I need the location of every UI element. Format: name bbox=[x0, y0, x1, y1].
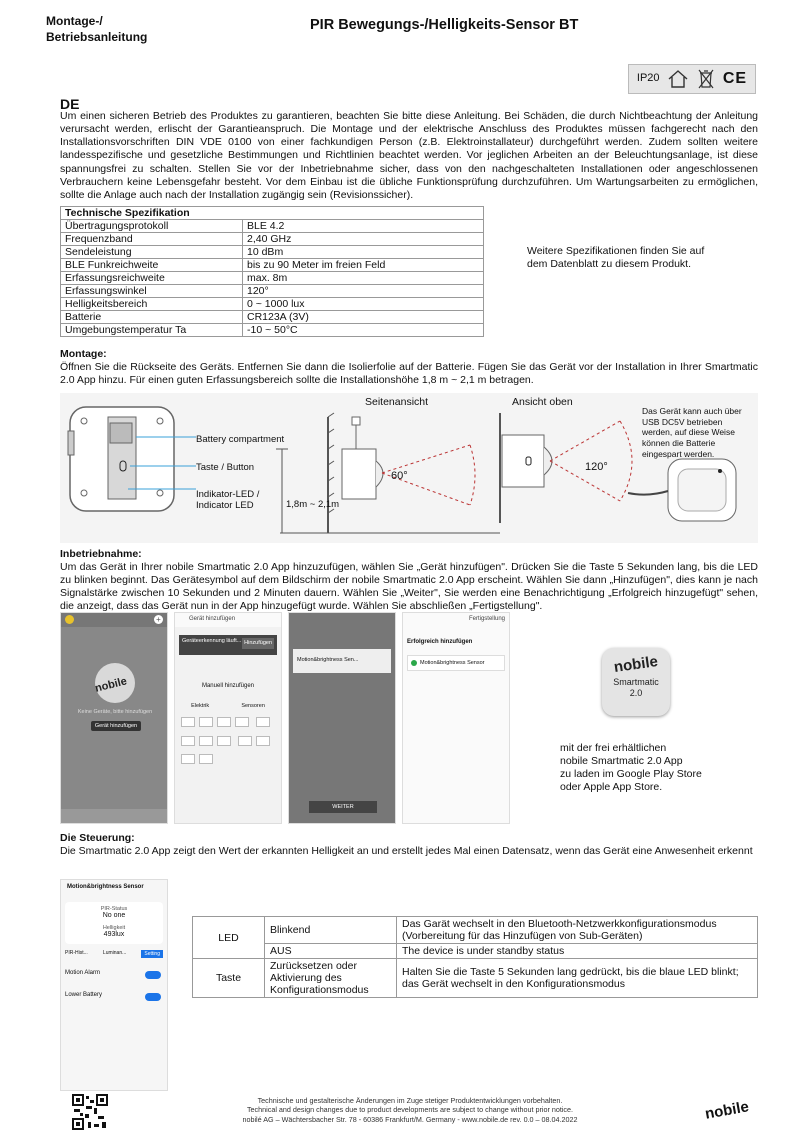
store-note bbox=[560, 742, 702, 794]
control-group: LED bbox=[193, 917, 265, 959]
spec-key: Helligkeitsbereich bbox=[61, 298, 243, 311]
ip-rating: IP20 bbox=[636, 72, 660, 85]
control-row bbox=[193, 944, 758, 959]
spec-row bbox=[61, 285, 484, 298]
spec-value: CR123A (3V) bbox=[243, 311, 484, 324]
spec-value: max. 8m bbox=[243, 272, 484, 285]
top-angle: 120° bbox=[585, 461, 608, 473]
spec-row bbox=[61, 272, 484, 285]
spec-key: Erfassungswinkel bbox=[61, 285, 243, 298]
spec-table bbox=[60, 206, 484, 337]
control-row bbox=[193, 917, 758, 944]
home-hint: Keine Geräte, bitte hinzufügen bbox=[77, 709, 153, 715]
screen-found bbox=[288, 612, 396, 824]
steuerung-text: Die Smartmatic 2.0 App zeigt den Wert der erkannten Helligkeit an und erstellt jedes Mal einen Datensatz, wenn das Gerät eine Anwesenheit erkennt bbox=[60, 845, 753, 857]
app-icon[interactable] bbox=[602, 648, 670, 716]
manual-add[interactable]: Manuell hinzufügen bbox=[201, 683, 255, 689]
spec-key: Erfassungsreichweite bbox=[61, 272, 243, 285]
lux-label: Helligkeit bbox=[102, 924, 126, 931]
intro-text: Um einen sicheren Betrieb des Produktes zu garantieren, beachten Sie bitte diese Anleitung. Bei Schäden, die durch Nichtbeachtung der Anleitung verursacht werden, erlischt der Garantieanspruch. Die Montage und der elektrische Anschluss des Produktes müssen fachgerecht nach den Installationsvorschriften DIN VDE 0100 von einer fachkundigen Person (z.B. Elektroinstallateur) durchgeführt werden. Zudem sollten weitere landesspezifische und gesetzliche Bestimmungen und Richtlinien beachtet werden. Vor jeglichen Arbeiten an der Beleuchtungsanlage, ist diese spannungsfrei zu schalten. Stellen Sie vor der Inbetriebnahme sicher, dass von den nachgeschalteten Installationen oder angeschlossenen Verbrauchern keine Lebensgefahr besteht. Vor dem Einbau ist die übliche Funktionsprüfung durchzuführen. Um Wartungsarbeiten zu ermöglichen, sollte die Anlage auch nach der Installation zugängig sein (Revisionssicher). bbox=[60, 110, 758, 201]
app-icon-name: Smartmatic bbox=[613, 676, 659, 687]
discover-panel bbox=[179, 635, 277, 655]
store-note-line: zu laden im Google Play Store bbox=[560, 768, 702, 780]
motion-alarm-row bbox=[65, 970, 163, 980]
height-label: 1,8m ~ 2,1m bbox=[286, 499, 340, 510]
control-desc: The device is under standby status bbox=[397, 944, 758, 959]
spec-row bbox=[61, 324, 484, 337]
add-icon[interactable]: + bbox=[154, 615, 163, 624]
led-label-2: Indicator LED bbox=[196, 500, 254, 511]
control-item: Blinkend bbox=[265, 917, 397, 944]
screen-home bbox=[60, 612, 168, 824]
spec-value: bis zu 90 Meter im freien Feld bbox=[243, 259, 484, 272]
spec-row bbox=[61, 220, 484, 233]
add-button[interactable]: Hinzufügen bbox=[242, 638, 274, 649]
doc-type-line2: Betriebsanleitung bbox=[46, 29, 148, 44]
spec-side-note: Weitere Spezifikationen finden Sie auf dem Datenblatt zu diesem Produkt. bbox=[527, 245, 705, 271]
pir-card bbox=[65, 902, 163, 945]
spec-key: Übertragungsprotokoll bbox=[61, 220, 243, 233]
control-item: Zurücksetzen oder Aktivierung des Konfigurationsmodus bbox=[265, 959, 397, 998]
brand-logo: nobile bbox=[93, 675, 129, 695]
inbetrieb-text: Um das Gerät in Ihrer nobile Smartmatic 2.0 App hinzuzufügen, wählen Sie „Gerät hinzufügen". Drücken Sie die Taste 5 Sekunden lang, bis die LED zu blinken beginnt. Das Gerätesymbol auf dem Bildschirm der nobile Smartmatic 2.0 App erscheint. Wählen Sie dann „Hinzufügen", dies kann je nach Signalstärke zwischen 10 Sekunden und 2 Minuten dauern. Wählen Sie „Weiter", Sie werden eine Benachrichtigung „Erfolgreich hinzugefügt" sehen, die anzeigt, dass das Gerät nun in der App hinzugefügt wurde. Wählen Sie abschließen „Fertigstellung". bbox=[60, 561, 758, 613]
success-device-name: Motion&brightness Sensor bbox=[420, 659, 485, 666]
side-view-label: Seitenansicht bbox=[365, 396, 429, 408]
lux-value: 493lux bbox=[103, 931, 125, 939]
battery-row bbox=[65, 992, 163, 1002]
spec-key: Frequenzband bbox=[61, 233, 243, 246]
battery-label: Lower Battery bbox=[65, 992, 103, 999]
certification-marks bbox=[628, 64, 756, 94]
spec-value: -10 ~ 50°C bbox=[243, 324, 484, 337]
success-device bbox=[407, 655, 505, 672]
spec-key: BLE Funkreichweite bbox=[61, 259, 243, 272]
tab-setting[interactable]: Setting bbox=[141, 950, 163, 958]
store-note-line: mit der frei erhältlichen bbox=[560, 742, 667, 754]
montage-text: Öffnen Sie die Rückseite des Geräts. Entfernen Sie dann die Isolierfolie auf der Batterie. Fügen Sie das Gerät vor der Installation in Ihrer Smartmatic 2.0 App hinzu. Für einen guten Erfassungsbereich sollte die Installationshöhe 1,8 m ~ 2,1 m betragen. bbox=[60, 361, 758, 387]
led-label-1: Indikator-LED / bbox=[196, 489, 260, 500]
language-heading: DE bbox=[60, 96, 80, 112]
spec-title: Technische Spezifikation bbox=[61, 207, 484, 220]
ce-mark: CE bbox=[722, 70, 748, 87]
button-label: Taste / Button bbox=[196, 462, 255, 473]
installation-diagram bbox=[60, 393, 758, 543]
side-angle: 60° bbox=[391, 470, 408, 482]
screen-finish bbox=[402, 612, 510, 824]
spec-key: Umgebungstemperatur Ta bbox=[61, 324, 243, 337]
spec-value: 0 ~ 1000 lux bbox=[243, 298, 484, 311]
footer-logo: nobile bbox=[703, 1098, 751, 1123]
battery-label: Battery compartment bbox=[196, 434, 285, 445]
device-grid bbox=[175, 709, 281, 775]
footer-line: Technische und gestalterische Änderungen im Zuge stetiger Produktentwicklungen vorbehalten. bbox=[257, 1096, 563, 1105]
qr-code bbox=[72, 1094, 108, 1130]
spec-key: Batterie bbox=[61, 311, 243, 324]
discover-text: Geräteerkennung läuft... bbox=[182, 638, 242, 644]
control-desc: Das Garät wechselt in den Bluetooth-Netzwerkkonfigurationsmodus (Vorbereitung für das Hinzufügen von Sub-Geräten) bbox=[397, 917, 758, 944]
spec-row bbox=[61, 311, 484, 324]
spec-value: BLE 4.2 bbox=[243, 220, 484, 233]
tab-electrics[interactable]: Elektrik bbox=[191, 702, 210, 709]
store-note-line: nobile Smartmatic 2.0 App bbox=[560, 755, 683, 767]
usb-note: Das Gerät kann auch über USB DC5V betrieben werden, auf diese Weise können die Batterie eingespart werden. bbox=[642, 406, 742, 459]
inbetrieb-heading: Inbetriebnahme: bbox=[60, 548, 142, 560]
doc-type-line1: Montage-/ bbox=[46, 14, 103, 28]
check-icon bbox=[411, 660, 417, 666]
tab-luminance[interactable]: Luminan... bbox=[102, 950, 127, 957]
app-icon-version: 2.0 bbox=[629, 688, 643, 698]
found-device[interactable]: Motion&brightness Sen... bbox=[293, 649, 391, 673]
spec-value: 10 dBm bbox=[243, 246, 484, 259]
spec-value: 120° bbox=[243, 285, 484, 298]
top-view-label: Ansicht oben bbox=[512, 396, 573, 408]
screen-add-device bbox=[174, 612, 282, 824]
control-item: AUS bbox=[265, 944, 397, 959]
indoor-use-icon bbox=[667, 69, 689, 89]
motion-alarm-label: Motion Alarm bbox=[65, 970, 101, 977]
sensor-title: Motion&brightness Sensor bbox=[67, 884, 144, 890]
tab-pir-history[interactable]: PIR-Hist... bbox=[65, 950, 88, 957]
spec-title-row bbox=[61, 207, 484, 220]
next-button[interactable]: WEITER bbox=[309, 801, 377, 813]
spec-row bbox=[61, 298, 484, 311]
spec-key: Sendeleistung bbox=[61, 246, 243, 259]
bottom-nav bbox=[61, 809, 168, 823]
doc-type bbox=[46, 14, 147, 45]
motion-alarm-toggle[interactable] bbox=[145, 971, 161, 979]
control-group: Taste bbox=[193, 959, 265, 998]
montage-heading: Montage: bbox=[60, 348, 107, 360]
finish-title[interactable]: Fertigstellung bbox=[403, 613, 509, 627]
control-table bbox=[192, 916, 758, 998]
pir-label: PIR-Status bbox=[100, 905, 128, 912]
footer-text bbox=[200, 1096, 620, 1124]
pir-value: No one bbox=[102, 912, 126, 920]
success-label: Erfolgreich hinzufügen bbox=[407, 639, 473, 645]
sensor-screen bbox=[60, 879, 168, 1091]
spec-row bbox=[61, 259, 484, 272]
bulb-icon bbox=[65, 615, 74, 624]
control-desc: Halten Sie die Taste 5 Sekunden lang gedrückt, bis die blaue LED blinkt; das Gerät wechselt in den Konfigurationsmodus bbox=[397, 959, 758, 998]
store-note-line: oder Apple App Store. bbox=[560, 781, 663, 793]
spec-row bbox=[61, 233, 484, 246]
footer-line: Technical and design changes due to product developments are subject to change without prior notice. bbox=[246, 1105, 574, 1115]
app-icon-brand: nobile bbox=[612, 653, 659, 677]
control-row bbox=[193, 959, 758, 998]
steuerung-heading: Die Steuerung: bbox=[60, 832, 135, 844]
page-title: PIR Bewegungs-/Helligkeits-Sensor BT bbox=[310, 17, 579, 33]
spec-row bbox=[61, 246, 484, 259]
tab-sensors[interactable]: Sensoren bbox=[241, 702, 265, 709]
add-device-button[interactable]: Gerät hinzufügen bbox=[91, 721, 141, 731]
battery-toggle[interactable] bbox=[145, 993, 161, 1001]
weee-bin-icon bbox=[697, 68, 715, 90]
spec-value: 2,40 GHz bbox=[243, 233, 484, 246]
footer-line: nobilé AG – Wächtersbacher Str. 78 - 60386 Frankfurt/M. Germany - www.nobile.de rev. 0.0 – 08.04.2022 bbox=[242, 1114, 578, 1124]
add-title: Gerät hinzufügen bbox=[175, 613, 281, 627]
